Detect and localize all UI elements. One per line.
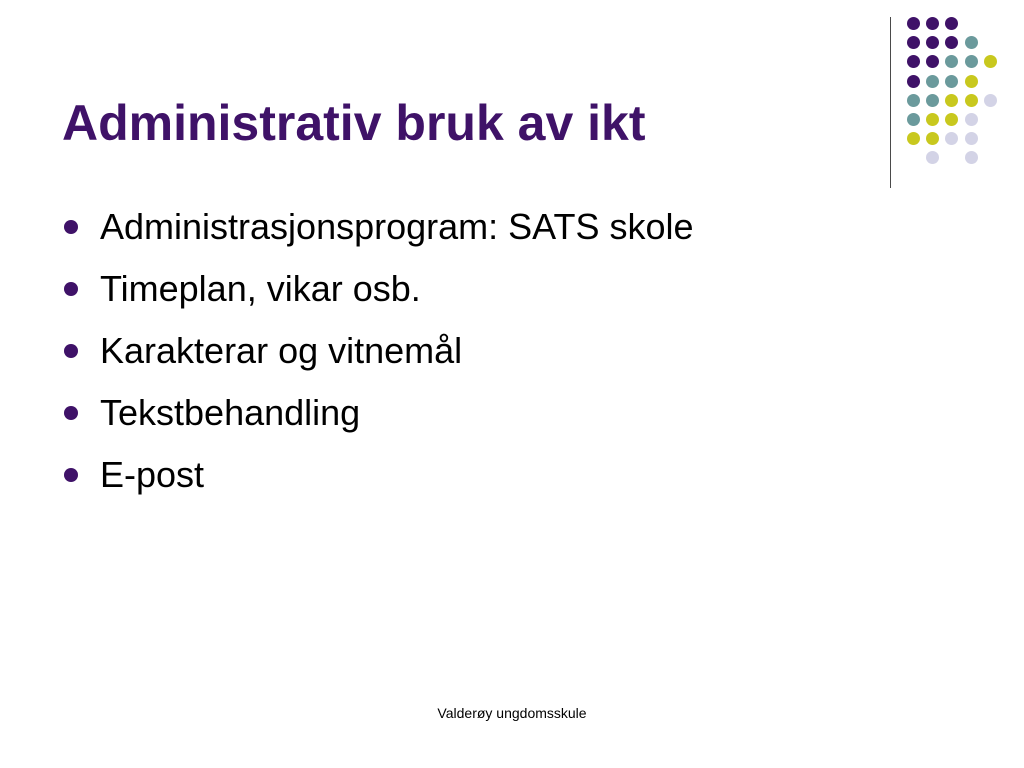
decorative-dot [965, 94, 978, 107]
decorative-dot [945, 132, 958, 145]
decorative-dot-grid [905, 10, 1005, 170]
bullet-dot-icon [64, 468, 78, 482]
bullet-item [62, 382, 694, 444]
decorative-dot [907, 17, 920, 30]
decorative-dot [926, 151, 939, 164]
bullet-text: Tekstbehandling [100, 392, 361, 433]
decorative-dot [907, 55, 920, 68]
decorative-dot [926, 17, 939, 30]
decorative-dot [926, 55, 939, 68]
decorative-dot [965, 151, 978, 164]
bullet-list [62, 196, 694, 506]
bullet-item [62, 196, 694, 258]
bullet-text: Administrasjonsprogram: SATS skole [100, 206, 694, 247]
decorative-dot [907, 113, 920, 126]
decorative-dot [945, 55, 958, 68]
decorative-dot [965, 55, 978, 68]
decorative-dot [907, 94, 920, 107]
decorative-dot [926, 113, 939, 126]
vertical-divider [890, 17, 891, 188]
bullet-dot-icon [64, 282, 78, 296]
bullet-text: Timeplan, vikar osb. [100, 268, 421, 309]
decorative-dot [907, 75, 920, 88]
decorative-dot [945, 113, 958, 126]
bullet-text: E-post [100, 454, 205, 495]
decorative-dot [965, 132, 978, 145]
decorative-dot [965, 113, 978, 126]
decorative-dot [984, 55, 997, 68]
decorative-dot [945, 17, 958, 30]
bullet-dot-icon [64, 220, 78, 234]
decorative-dot [945, 36, 958, 49]
decorative-dot [984, 94, 997, 107]
decorative-dot [945, 75, 958, 88]
slide-title: Administrativ bruk av ikt [62, 95, 646, 151]
bullet-dot-icon [64, 406, 78, 420]
slide-footer: Valderøy ungdomsskule [437, 705, 587, 721]
decorative-dot [965, 36, 978, 49]
decorative-dot [926, 36, 939, 49]
decorative-dot [907, 36, 920, 49]
decorative-dot [907, 132, 920, 145]
bullet-item [62, 444, 694, 506]
decorative-dot [965, 75, 978, 88]
decorative-dot [926, 132, 939, 145]
bullet-item [62, 320, 694, 382]
decorative-dot [945, 94, 958, 107]
bullet-item [62, 258, 694, 320]
bullet-text: Karakterar og vitnemål [100, 330, 463, 371]
bullet-dot-icon [64, 344, 78, 358]
decorative-dot [926, 94, 939, 107]
decorative-dot [926, 75, 939, 88]
